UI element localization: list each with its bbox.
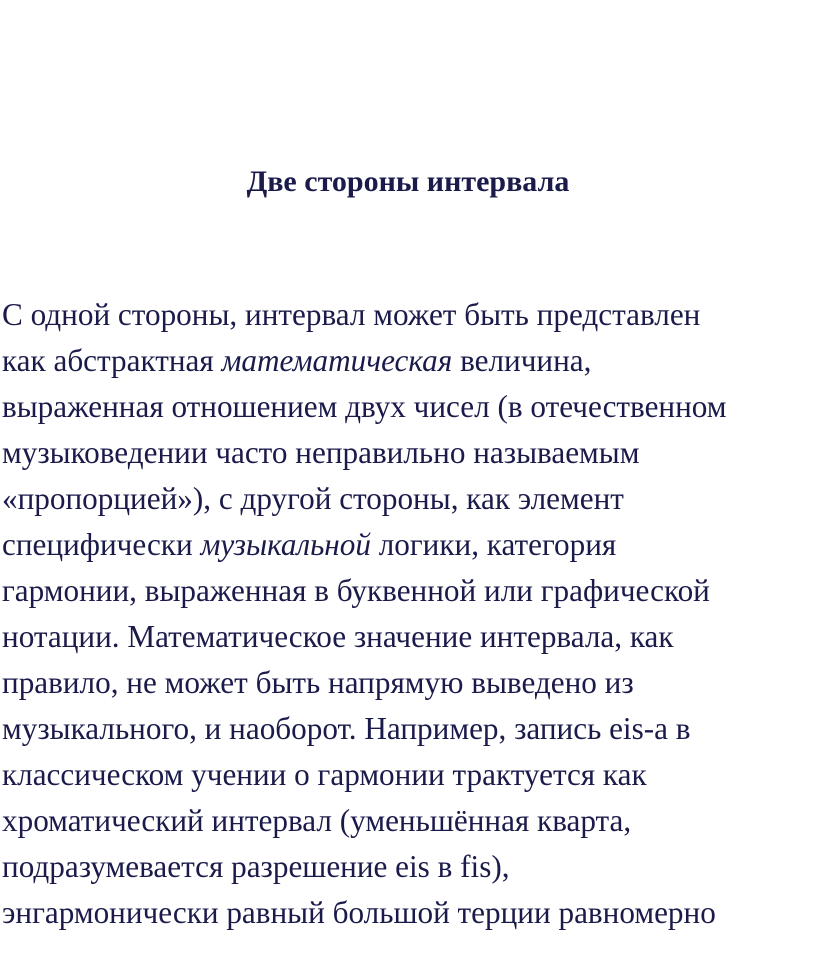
italic-term: музыкальной (200, 527, 371, 562)
text-run: логики, категория (370, 527, 617, 562)
page-title: Две стороны интервала (246, 165, 570, 198)
paragraph-line: энгармонически равный большой терции равномерно (2, 895, 716, 930)
paragraph-line: С одной стороны, интервал может быть представлен (2, 297, 701, 332)
text-run: величина, (452, 343, 592, 378)
paragraph-line: выраженная отношением двух чисел (в отечественном (2, 389, 727, 424)
paragraph-line: «пропорцией»), с другой стороны, как элемент (2, 481, 624, 516)
text-run: специфически (2, 527, 201, 562)
paragraph-line: подразумевается разрешение eis в fis), (2, 849, 510, 884)
paragraph-line: правило, не может быть напрямую выведено из (2, 665, 634, 700)
paragraph-line: музыковедении часто неправильно называемым (2, 435, 640, 470)
italic-term: математическая (221, 343, 453, 378)
paragraph-line: музыкального, и наоборот. Например, запись eis-a в (2, 711, 691, 746)
body-paragraph (2, 292, 814, 936)
paragraph-line: гармонии, выраженная в буквенной или графической (2, 573, 710, 608)
paragraph-line: классическом учении о гармонии трактуется как (2, 757, 647, 792)
paragraph-line (2, 338, 814, 384)
paragraph-line: нотации. Математическое значение интервала, как (2, 619, 674, 654)
paragraph-line: хроматический интервал (уменьшённая кварта, (2, 803, 632, 838)
text-run: как абстрактная (2, 343, 222, 378)
paragraph-line (2, 522, 814, 568)
